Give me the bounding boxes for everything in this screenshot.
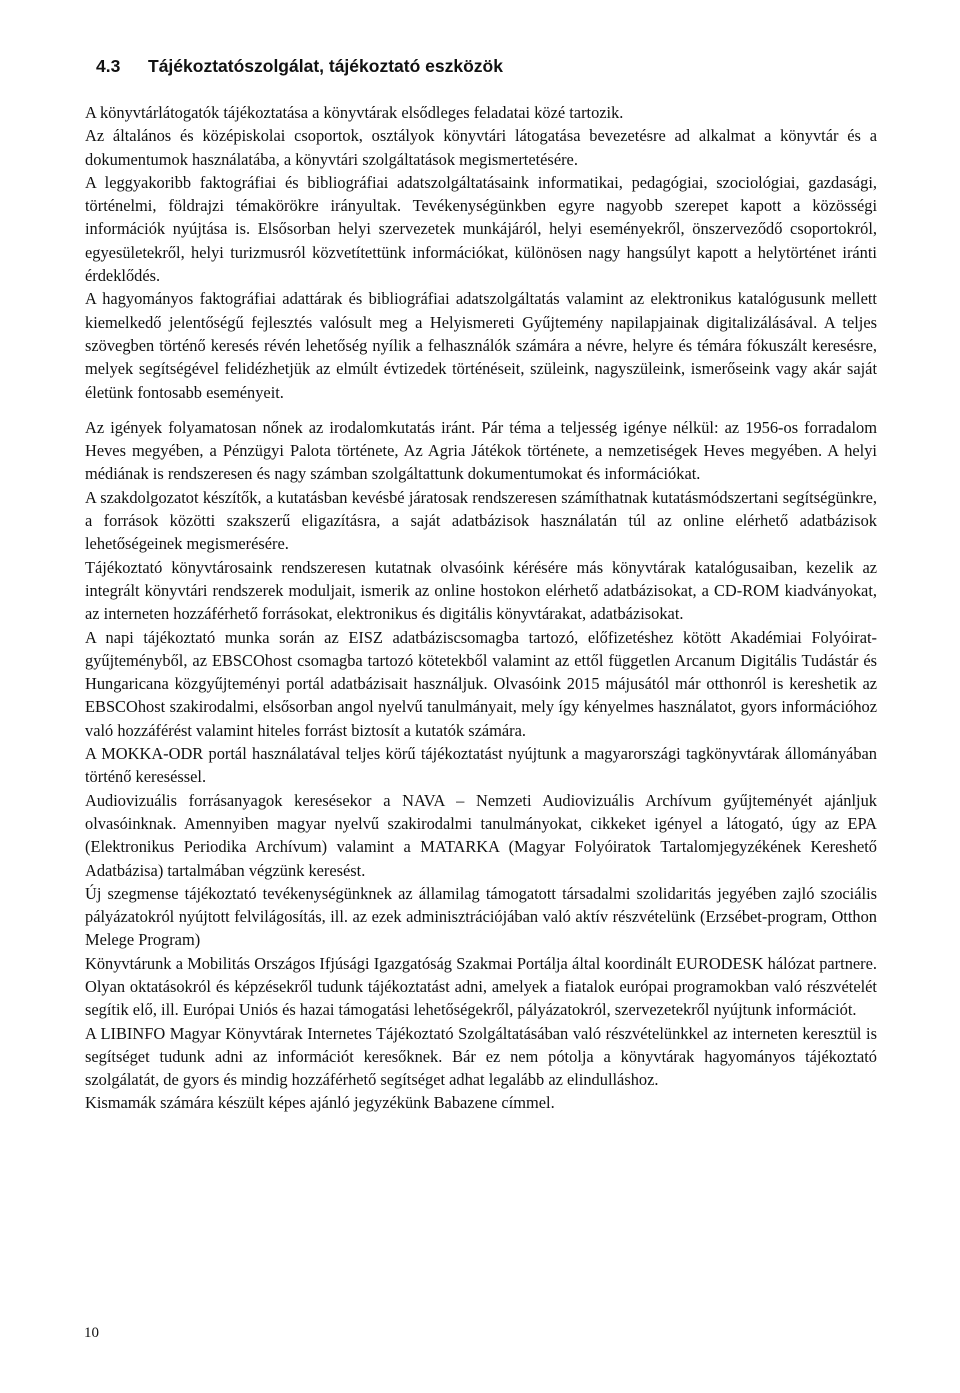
paragraph-gap [85, 404, 877, 416]
paragraph: A hagyományos faktográfiai adattárak és bibliográfiai adatszolgáltatás valamint az elektronikus katalógusunk mellett kiemelkedő jelentőségű fejlesztés valósult meg a Helyismereti Gyűjtemény napilapjainak digitalizálásával. A teljes szövegben történő keresés révén lehetőség nyílik a felhasználók számára a névre, helyre és témára fókuszált keresésre, melyek segítségével felidézhetjük az elmúlt évtizedek történéseit, szüleink, nagyszüleink, ismerőseink vagy akár saját életünk fontosabb eseményeit. [85, 289, 877, 402]
paragraph: A könyvtárlátogatók tájékoztatása a könyvtárak elsődleges feladatai közé tartozik. [85, 103, 624, 122]
paragraph: A LIBINFO Magyar Könyvtárak Internetes Tájékoztató Szolgáltatásában való részvételünkkel az interneten keresztül is segítséget tudunk adni az információt keresőknek. Bár ez nem pótolja a könyvtárak hagyományos tájékoztató szolgálatát, de gyors és mindig hozzáférhető segítséget adhat legalább az elindulláshoz. [85, 1023, 877, 1090]
body-text [85, 101, 877, 1115]
paragraph: A MOKKA-ODR portál használatával teljes körű tájékoztatást nyújtunk a magyarországi tagkönyvtárak állományában történő kereséssel. [85, 744, 877, 787]
section-heading [96, 56, 503, 77]
page-number: 10 [84, 1325, 99, 1341]
paragraph: Új szegmense tájékoztató tevékenységünknek az államilag támogatott társadalmi szolidaritás jegyében zajló szociális pályázatokról nyújtott felvilágosítás, ill. az ezek adminisztrációjában való aktív részvételünk (Erzsébet-program, Otthon Melege Program) [85, 883, 877, 950]
paragraph: A szakdolgozatot készítők, a kutatásban kevésbé járatosak rendszeresen számíthatnak kutatásmódszertani segítségünkre, a források közötti szakszerű eligazításra, a saját adatbázisok használatán túl az online elérhető adatbázisok lehetőségeinek megismerésére. [85, 487, 877, 554]
paragraph: Az igények folyamatosan nőnek az irodalomkutatás iránt. Pár téma a teljesség igénye nélkül: az 1956-os forradalom Heves megyében, a Pénzügyi Palota története, Az Agria Játékok története, a nemzetiségek Heves megyében. A helyi médiának is rendszeresen és nagy számban szolgáltattunk dokumentumokat és információkat. [85, 417, 877, 484]
paragraph: Kismamák számára készült képes ajánló jegyzékünk Babazene címmel. [85, 1093, 555, 1113]
paragraph: Az általános és középiskolai csoportok, osztályok könyvtári látogatása bevezetésre ad alkalmat a könyvtár és a dokumentumok használatába, a könyvtári szolgáltatások megismertetésére. [85, 126, 877, 169]
paragraph: A leggyakoribb faktográfiai és bibliográfiai adatszolgáltatásaink informatikai, pedagógiai, szociológiai, gazdasági, történelmi, földrajzi témakörökre irányultak. Tevékenységünkben egyre nagyobb szerepet kapott a közösségi információk nyújtása is. Elsősorban helyi szervezetek munkájáról, helyi eseményekről, önszerveződő csoportokról, egyesületekről, helyi turizmusról közvetítettünk információkat, különösen nagy hangsúlyt kapott a helytörténet iránti érdeklődés. [85, 172, 877, 286]
section-title: Tájékoztatószolgálat, tájékoztató eszközök [148, 56, 503, 76]
paragraph: A napi tájékoztató munka során az EISZ adatbáziscsomagba tartozó, előfizetéshez kötött Akadémiai Folyóirat-gyűjteményből, az EBSCOhost csomagba tartozó kötetekből valamint az ettől független Arcanum Digitális Tudástár és Hungaricana közgyűjteményi portál adatbázisait használjuk. Olvasóink 2015 májusától már otthonról is kereshetik az EBSCOhost szakirodalmi, elsősorban angol nyelvű tanulmányait, mely így kényelmes használatot, gyors információhoz való hozzáférést valamint hiteles forrást biztosít a kutatók számára. [85, 627, 877, 740]
paragraph: Audiovizuális forrásanyagok keresésekor a NAVA – Nemzeti Audiovizuális Archívum gyűjteményét ajánljuk olvasóinknak. Amennyiben magyar nyelvű szakirodalmi tanulmányokat, cikkeket igényel a látogató, úgy az EPA (Elektronikus Periodika Archívum) valamint a MATARKA (Magyar Folyóiratok Tartalomjegyzékének Kereshető Adatbázisa) tartalmában végzünk keresést. [85, 790, 877, 880]
section-number: 4.3 [96, 56, 121, 76]
paragraph: Tájékoztató könyvtárosaink rendszeresen kutatnak olvasóink kérésére más könyvtárak katalógusaiban, kezelik az integrált könyvtári rendszerek moduljait, ismerik az online hostokon elérhető adatbázisokat, a CD-ROM kiadványokat, az interneten hozzáférhető forrásokat, elektronikus és digitális könyvtárakat, adatbázisokat. [85, 557, 877, 624]
paragraph: Könyvtárunk a Mobilitás Országos Ifjúsági Igazgatóság Szakmai Portálja által koordinált EURODESK hálózat partnere. Olyan oktatásokról és képzésekről tudunk tájékoztatást adni, amelyek a fiatalok európai programokban való részvételét segítik elő, ill. Európai Uniós és hazai támogatási lehetőségekről, pályázatokról, szervezetekről nyújtunk információt. [85, 953, 877, 1020]
